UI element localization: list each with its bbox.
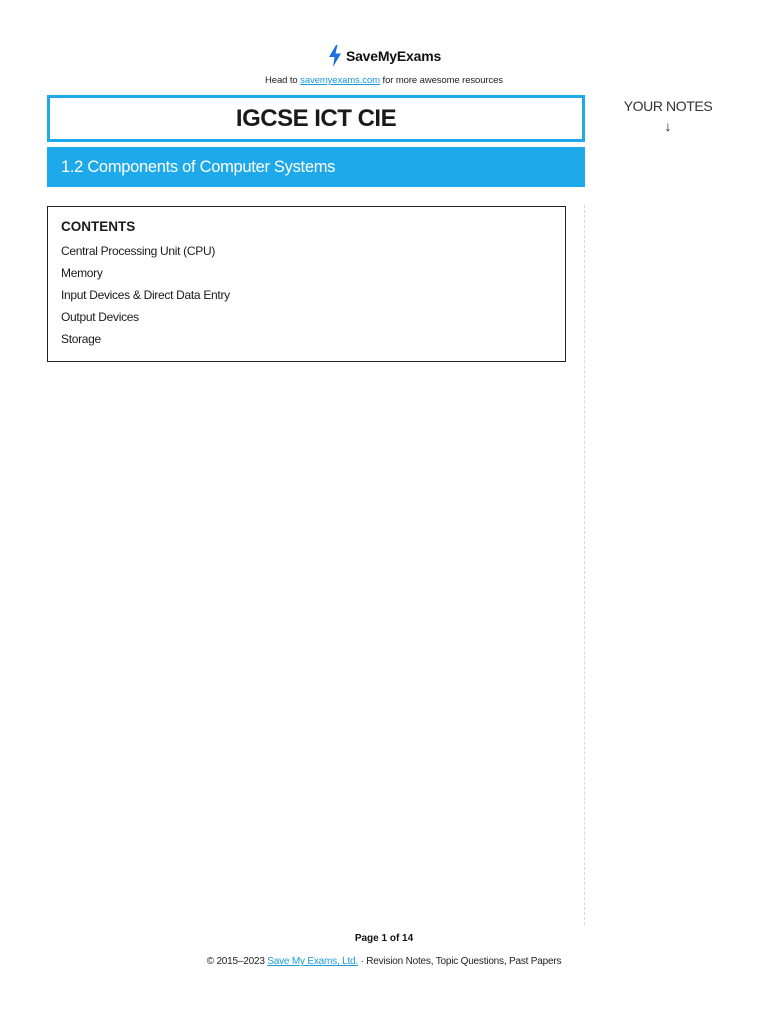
contents-item-output-devices[interactable]: Output Devices [61,310,139,324]
section-header-bar [47,147,585,187]
logo-text: SaveMyExams [345,48,442,64]
course-title-box [47,95,585,142]
lightning-bolt-icon [327,44,343,68]
savemyexams-logo[interactable] [327,44,441,68]
tagline [0,75,768,86]
arrow-down-icon: ↓ [664,118,672,134]
your-notes-label: YOUR NOTES [623,98,713,114]
page-number: Page 1 of 14 [354,933,414,944]
contents-item-memory[interactable]: Memory [61,266,103,280]
section-title: 1.2 Components of Computer Systems [61,157,336,176]
contents-item-storage[interactable]: Storage [61,332,101,346]
page-header [0,44,768,86]
savemyexams-ltd-link[interactable]: Save My Exams, Ltd. [267,956,358,967]
contents-heading: CONTENTS [61,219,136,234]
notes-divider [584,205,585,925]
page-title: IGCSE ICT CIE [235,104,397,132]
copyright-suffix: · Revision Notes, Topic Questions, Past Papers [357,956,562,967]
contents-box [47,206,566,362]
tagline-suffix: for more awesome resources [379,75,503,86]
copyright-prefix: © 2015–2023 [206,956,268,967]
contents-item-input-devices[interactable]: Input Devices & Direct Data Entry [61,288,230,302]
contents-list [61,242,230,352]
savemyexams-link[interactable]: savemyexams.com [300,75,380,86]
page-footer [0,956,768,967]
tagline-prefix: Head to [265,75,301,86]
contents-item-cpu[interactable]: Central Processing Unit (CPU) [61,244,216,258]
